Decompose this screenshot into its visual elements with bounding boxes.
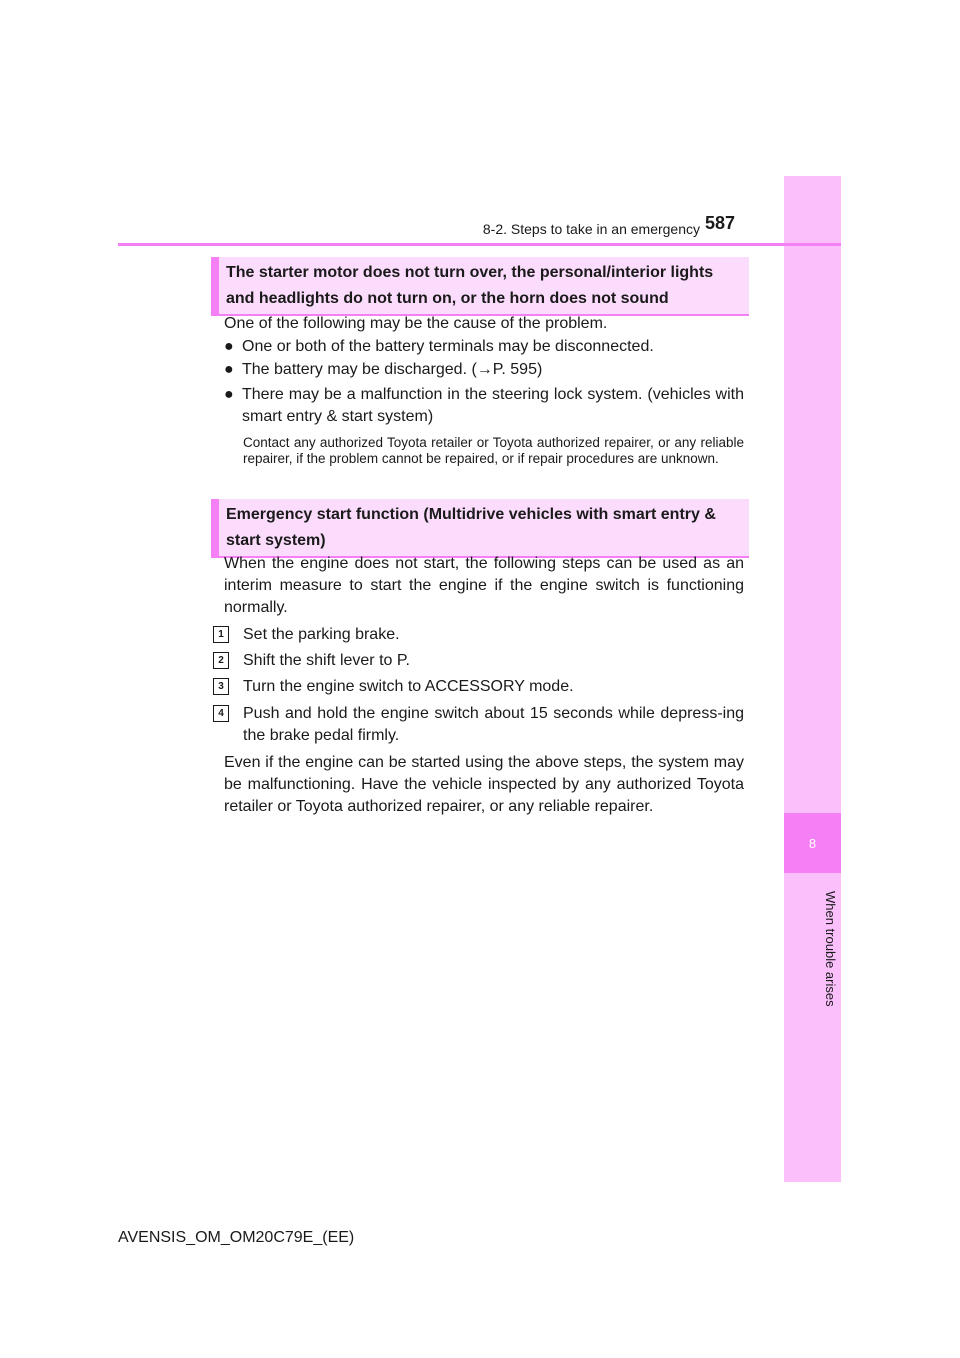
document-code: AVENSIS_OM_OM20C79E_(EE) <box>118 1229 355 1246</box>
bullet-dot-icon: ● <box>224 361 234 378</box>
step-number-badge: 4 <box>213 705 229 722</box>
page-number: 587 <box>705 213 736 233</box>
step-number-badge: 1 <box>213 626 229 643</box>
section2-heading-line2: start system) <box>226 532 326 549</box>
chapter-title-tab: When trouble arises <box>823 891 838 1007</box>
step-item <box>213 624 744 646</box>
section1-heading <box>211 257 749 316</box>
section1-heading-line1: The starter motor does not turn over, the personal/interior lights <box>226 264 714 281</box>
bullet-item <box>224 336 744 358</box>
step-text: Turn the engine switch to ACCESSORY mode. <box>243 678 574 695</box>
step-number-badge: 2 <box>213 652 229 669</box>
section-title: 8-2. Steps to take in an emergency <box>482 221 700 237</box>
section2-intro: When the engine does not start, the following steps can be used as an interim measure to start the engine if the engine switch is functioning normally. <box>224 555 744 616</box>
header-divider <box>118 243 841 246</box>
section2-heading <box>211 499 749 558</box>
bullet-text: There may be a malfunction in the steering lock system. (vehicles with smart entry & start system) <box>242 386 744 425</box>
section1-heading-line2: and headlights do not turn on, or the horn does not sound <box>226 290 669 307</box>
bullet-text: One or both of the battery terminals may be disconnected. <box>242 338 654 355</box>
step-item <box>213 703 744 747</box>
step-number-badge: 3 <box>213 678 229 695</box>
bullet-text: The battery may be discharged. (→P. 595) <box>242 361 543 378</box>
section2-heading-line1: Emergency start function (Multidrive vehicles with smart entry & <box>226 506 716 523</box>
step-text: Push and hold the engine switch about 15 seconds while depress-ing the brake pedal firmly. <box>243 705 744 744</box>
chapter-number-tab: 8 <box>784 813 841 873</box>
section1-note: Contact any authorized Toyota retailer or Toyota authorized repairer, or any reliable repairer, if the problem cannot be repaired, or if repair procedures are unknown. <box>243 435 744 466</box>
bullet-item <box>224 384 744 428</box>
step-text: Shift the shift lever to P. <box>243 652 410 669</box>
step-item <box>213 676 744 698</box>
section1-intro: One of the following may be the cause of the problem. <box>224 315 608 332</box>
step-text: Set the parking brake. <box>243 626 400 643</box>
section2-closing: Even if the engine can be started using the above steps, the system may be malfunctioning. Have the vehicle inspected by any authorized Toyota retailer or Toyota authorized repairer, or any reliable repairer. <box>224 754 744 815</box>
bullet-dot-icon: ● <box>224 386 234 403</box>
bullet-item <box>224 359 744 381</box>
bullet-dot-icon: ● <box>224 338 234 355</box>
step-item <box>213 650 744 672</box>
side-tab-strip <box>784 176 841 1182</box>
